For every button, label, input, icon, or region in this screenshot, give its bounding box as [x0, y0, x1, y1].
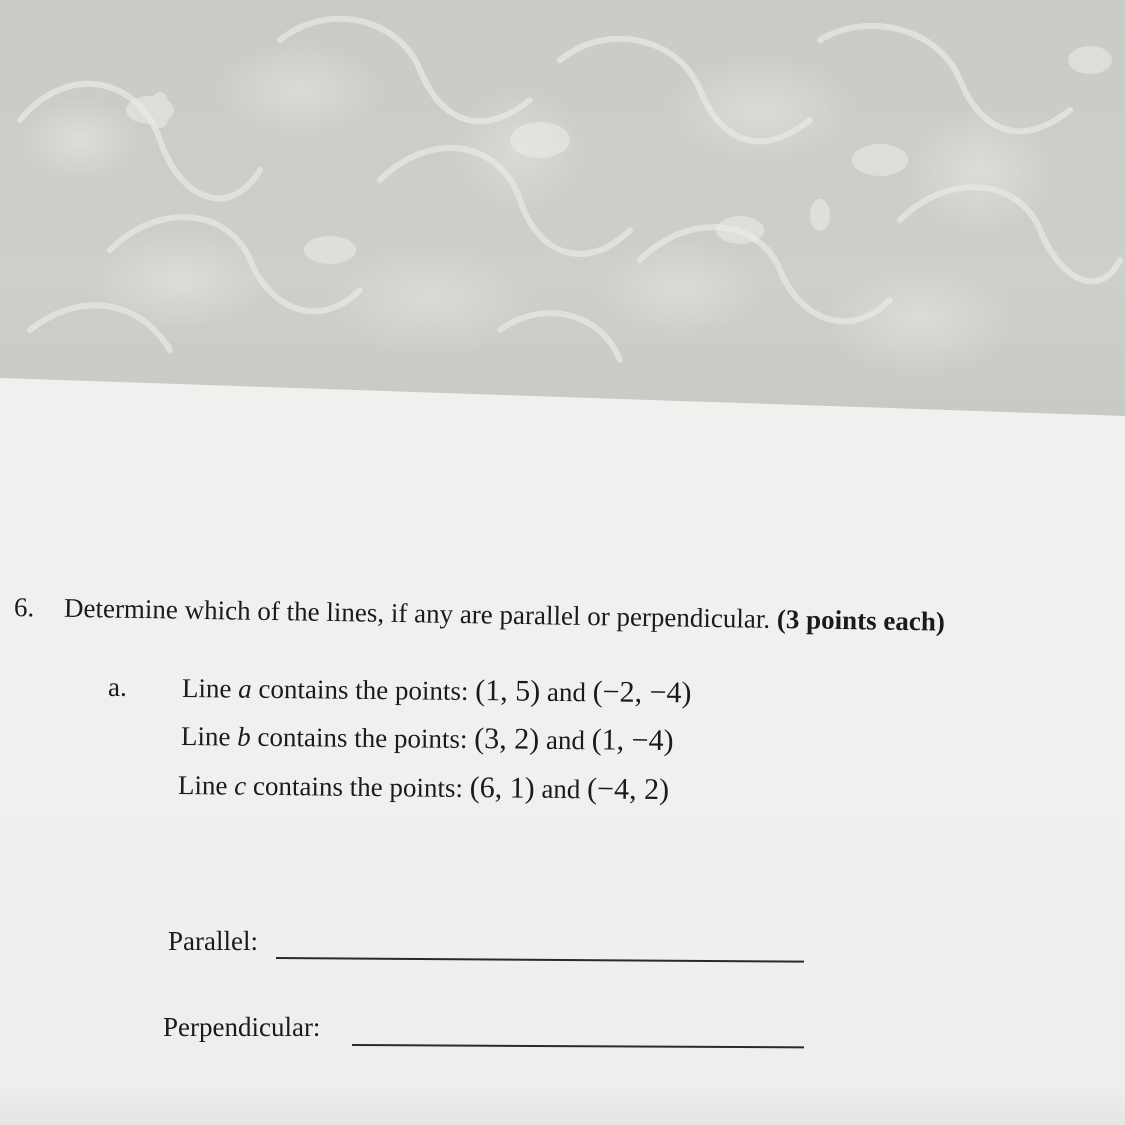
point-1: (3, 2) — [474, 722, 540, 756]
line-prefix: Line — [177, 770, 228, 801]
line-text: contains the points: — [252, 770, 464, 803]
point-2: (−2, −4) — [592, 675, 692, 710]
line-c-row — [178, 768, 669, 807]
point-2: (−4, 2) — [586, 772, 670, 807]
parallel-label: Parallel: — [168, 926, 258, 956]
perpendicular-answer-blank[interactable] — [352, 1044, 804, 1048]
joiner: and — [541, 773, 581, 805]
point-2: (1, −4) — [591, 723, 674, 758]
point-1: (1, 5) — [475, 674, 541, 708]
line-text: contains the points: — [258, 673, 469, 706]
point-1: (6, 1) — [469, 771, 535, 805]
line-a-row — [182, 671, 692, 710]
question-points: (3 points each) — [776, 603, 946, 637]
line-variable: c — [234, 770, 247, 801]
line-prefix: Line — [180, 721, 231, 752]
line-variable: a — [238, 673, 252, 704]
perpendicular-label: Perpendicular: — [163, 1012, 321, 1042]
line-b-row — [181, 719, 674, 758]
question-6 — [14, 592, 945, 638]
question-prompt: Determine which of the lines, if any are parallel or perpendicular. — [63, 592, 771, 634]
question-number: 6. — [13, 592, 35, 623]
line-variable: b — [237, 721, 251, 752]
joiner: and — [546, 676, 587, 708]
parallel-answer-blank[interactable] — [276, 957, 804, 963]
line-text: contains the points: — [257, 721, 468, 754]
part-label: a. — [108, 672, 127, 702]
joiner: and — [545, 724, 586, 756]
page-bottom-shading — [0, 1085, 1125, 1125]
line-prefix: Line — [181, 673, 232, 704]
